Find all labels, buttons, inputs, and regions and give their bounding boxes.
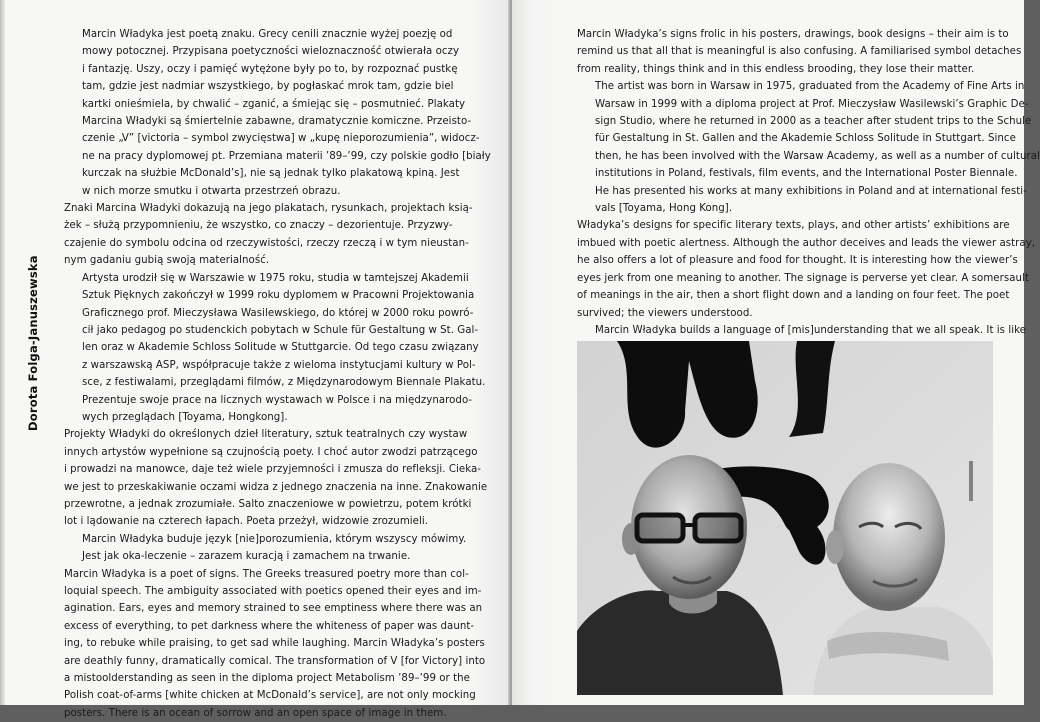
text-line: für Gestaltung in St. Gallen and the Akademie Schloss Solitude in Stuttgart. Since — [595, 133, 1016, 145]
text-line: Graficznego prof. Mieczysława Wasilewskiego, do której w 2000 roku powró- — [82, 307, 474, 319]
text-line: len oraz w Akademie Schloss Solitude w Stuttgarcie. Od tego czasu związany — [82, 342, 479, 354]
text-line: institutions in Poland, festivals, film events, and the International Poster Biennale. — [595, 168, 1018, 180]
text-line: Marcina Władyki są śmiertelnie zabawne, dramatycznie komiczne. Przeisto- — [82, 116, 472, 128]
text-line: vals [Toyama, Hong Kong]. — [595, 203, 733, 215]
text-line: excess of everything, to pet darkness where the whiteness of paper was daunt- — [64, 620, 475, 632]
text-line: ne na pracy dyplomowej pt. Przemiana materii ’89–’99, czy polskie godło [biały — [82, 150, 491, 162]
text-line: Marcin Władyka buduje język [nie]porozumienia, którym wszyscy mówimy. — [82, 533, 467, 545]
text-line: Marcin Władyka is a poet of signs. The Greeks treasured poetry more than col- — [64, 568, 469, 580]
text-line: loquial speech. The ambiguity associated with poetics opened their eyes and im- — [64, 586, 482, 597]
text-line: from reality, things think and in this endless brooding, they lose their matter. — [577, 63, 975, 75]
text-line: Władyka’s designs for specific literary texts, plays, and other artists’ exhibitions are — [577, 220, 1010, 232]
portrait-photo — [577, 341, 993, 695]
english-bio-paragraph — [577, 78, 1040, 217]
text-line: of meanings in the air, then a short flight down and a landing on four feet. The poet — [577, 290, 1010, 302]
english-signs-paragraph — [577, 26, 1022, 78]
text-line: nym gadaniu gubią swoją materialność. — [64, 255, 270, 267]
left-page — [0, 0, 510, 719]
text-line: i prowadzi na manowce, daje też wiele przyjemności i zmusza do refleksji. Cieka- — [64, 464, 482, 476]
english-intro-paragraph — [64, 566, 490, 722]
text-line: He has presented his works at many exhibitions in Poland and at international festi- — [595, 185, 1027, 197]
polish-intro-paragraph — [64, 26, 490, 200]
text-line: tam, gdzie jest nadmiar wszystkiego, by pogłaskać mrok tam, gdzie biel — [82, 81, 454, 93]
right-man-head — [833, 463, 945, 611]
left-text-column — [64, 26, 490, 722]
author-name-vertical: Dorota Folga-Januszewska — [26, 255, 40, 431]
text-line: Artysta urodził się w Warszawie w 1975 roku, studia w tamtejszej Akademii — [82, 272, 469, 284]
text-line: Prezentuje swoje prace na licznych wystawach w Polsce i na międzynarodo- — [82, 394, 473, 406]
polish-bio-paragraph — [64, 270, 490, 427]
text-line: remind us that all that is meaningful is also confusing. A familiarised symbol detaches — [577, 46, 1022, 58]
text-line: w nich morze smutku i otwarta przestrzeń obrazu. — [82, 185, 341, 197]
text-line: are deathly funny, dramatically comical. The transformation of V [for Victory] into — [64, 655, 486, 667]
text-line: we jest to przeskakiwanie oczami widza z jednego znaczenia na inne. Znakowanie — [64, 481, 488, 493]
text-line: i fantazję. Uszy, oczy i pamięć wytężone były po to, by rozpoznać pustkę — [82, 63, 458, 75]
text-line: z warszawską ASP, współpracuje także z wieloma instytucjami kultury w Pol- — [82, 359, 476, 371]
left-page-edge-shadow — [0, 0, 6, 705]
text-line: agination. Ears, eyes and memory strained to see emptiness where there was an — [64, 603, 483, 615]
text-line: lot i lądowanie na czterech łapach. Poeta przeżył, widzowie zrozumieli. — [64, 516, 429, 528]
text-line: he also offers a lot of pleasure and food for thought. It is interesting how the viewer’s — [577, 255, 1018, 267]
text-line: Marcin Władyka jest poetą znaku. Grecy cenili znacznie wyżej poezję od — [82, 29, 453, 40]
text-line: The artist was born in Warsaw in 1975, graduated from the Academy of Fine Arts in — [595, 81, 1025, 93]
portrait-photo-illustration — [577, 341, 993, 695]
text-line: innych artystów wypełnione są czujnością poety. I choć autor zwodzi patrzącego — [64, 446, 478, 458]
text-line: eyes jerk from one meaning to another. The signage is perverse yet clear. A somersault — [577, 272, 1029, 284]
text-line: imbued with poetic alertness. Although the author deceives and leads the viewer astray, — [577, 237, 1036, 249]
text-line: posters. There is an ocean of sorrow and an open space of image in them. — [64, 707, 447, 719]
text-line: cił jako pedagog po studenckich pobytach w Schule für Gestaltung w St. Gal- — [82, 324, 479, 336]
text-line: wych przeglądach [Toyama, Hongkong]. — [82, 411, 288, 423]
text-line: Znaki Marcina Władyki dokazują na jego plakatach, rysunkach, projektach ksią- — [64, 203, 473, 215]
poster-vertical-mark — [969, 461, 973, 501]
text-line: żek – służą przypomnieniu, że wszystko, co znaczy – dezorientuje. Przyzwy- — [64, 220, 453, 232]
right-text-column — [577, 26, 1040, 357]
text-line: czenie „V” [victoria – symbol zwycięstwa] w „kupę nieporozumienia”, widocz- — [82, 133, 480, 145]
text-line: a mistoolderstanding as seen in the diploma project Metabolism ’89–’99 or the — [64, 673, 470, 685]
text-line: przewrotne, a jednak zrozumiałe. Salto znaczeniowe w powietrzu, potem krótki — [64, 498, 472, 510]
text-line: Warsaw in 1999 with a diploma project at Prof. Mieczysław Wasilewski’s Graphic De- — [595, 98, 1029, 110]
text-line: Sztuk Pięknych zakończył w 1999 roku dyplomem w Pracowni Projektowania — [82, 290, 475, 302]
text-line: kurczak na służbie McDonald’s], nie są jednak tylko plakatową kpiną. Jest — [82, 168, 460, 180]
text-line: Jest jak oka-leczenie – zarazem kuracją i zamachem na trwanie. — [82, 551, 411, 563]
text-line: mowy potocznej. Przypisana poetyczności wieloznaczność otwierała oczy — [82, 46, 460, 58]
text-line: Projekty Władyki do określonych dzieł literatury, sztuk teatralnych czy wystaw — [64, 429, 468, 441]
text-line: then, he has been involved with the Warsaw Academy, as well as a number of cultural — [595, 150, 1040, 162]
polish-projects-paragraph — [64, 426, 490, 530]
text-line: Polish coat-of-arms [white chicken at McDonald’s service], are not only mocking — [64, 690, 476, 702]
text-line: Marcin Władyka’s signs frolic in his posters, drawings, book designs – their aim is to — [577, 29, 1009, 40]
text-line: sign Studio, where he returned in 2000 as a teacher after student trips to the Schule — [595, 116, 1032, 128]
polish-signs-paragraph — [64, 200, 490, 270]
text-line: survived; the viewers understood. — [577, 307, 753, 319]
polish-closing-paragraph — [64, 531, 490, 566]
text-line: kartki onieśmiela, by chwalić – zganić, a śmiejąc się – posmutnieć. Plakaty — [82, 98, 466, 110]
text-line: sce, z festiwalami, przeglądami filmów, z Międzynarodowym Biennale Plakatu. — [82, 377, 486, 389]
text-line: ing, to rebuke while praising, to get sad while laughing. Marcin Władyka’s posters — [64, 638, 485, 650]
english-designs-paragraph — [577, 217, 1036, 321]
right-man-ear — [826, 530, 844, 564]
glasses-left-lens — [637, 515, 683, 541]
text-line: Marcin Władyka builds a language of [mis]understanding that we all speak. It is like — [595, 324, 1026, 336]
glasses-right-lens — [695, 515, 741, 541]
text-line: czajenie do symbolu odcina od rzeczywistości, rzeczy rzeczą i w tym nieustan- — [64, 237, 469, 249]
